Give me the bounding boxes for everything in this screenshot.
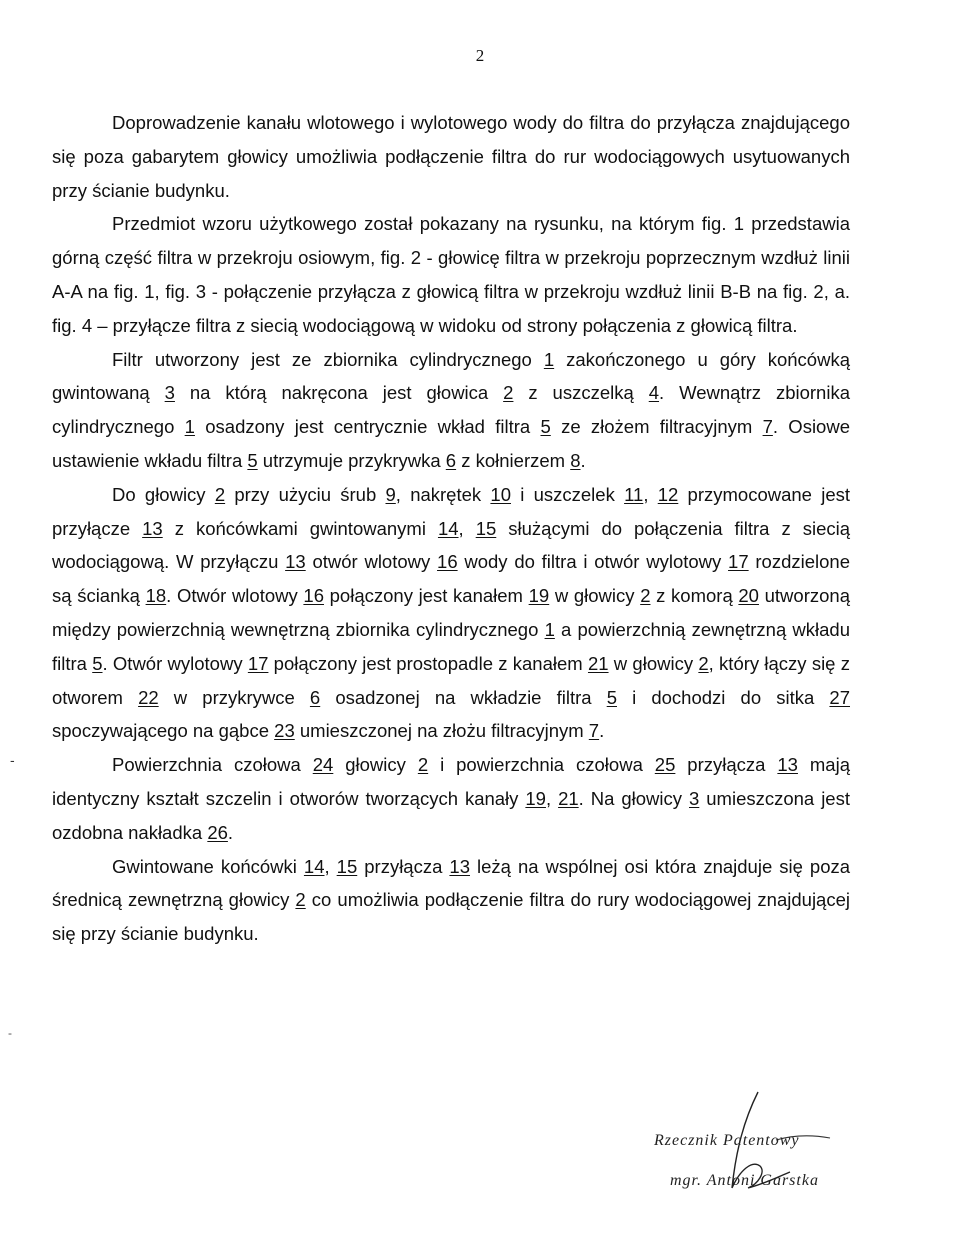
- text-segment: w głowicy: [549, 585, 641, 607]
- reference-number: 23: [274, 720, 295, 742]
- text-segment: przy użyciu śrub: [225, 483, 386, 505]
- signature-stamp: [640, 1080, 900, 1220]
- text-segment: utworzoną między powierzchnią wewnętrzną zbiornika cylindrycznego: [52, 585, 850, 640]
- text-segment: co umożliwia podłączenie filtra do rury wodociągowej znajdującej się przy ścianie budynku.: [52, 889, 850, 945]
- paragraph: [52, 106, 850, 207]
- reference-number: 2: [640, 585, 651, 607]
- reference-number: 13: [142, 517, 163, 539]
- text-segment: . Otwór wlotowy: [166, 585, 304, 607]
- reference-number: 13: [449, 855, 470, 877]
- text-segment: osadzonej na wkładzie filtra: [320, 686, 607, 708]
- text-segment: ,: [324, 855, 337, 877]
- reference-number: 15: [475, 517, 497, 539]
- text-segment: .: [580, 449, 586, 471]
- reference-number: 8: [570, 449, 581, 471]
- text-segment: Gwintowane końcówki: [112, 855, 304, 877]
- reference-number: 1: [184, 416, 195, 438]
- reference-number: 21: [587, 652, 609, 674]
- stamp-name: mgr. Antoni Garstka: [670, 1172, 819, 1189]
- reference-number: 27: [829, 686, 850, 708]
- text-segment: . Osiowe ustawienie wkładu filtra: [52, 416, 850, 471]
- reference-number: 24: [312, 754, 334, 776]
- text-segment: leżą na wspólnej osi która znajduje się poza średnicą zewnętrzną głowicy: [52, 855, 851, 911]
- reference-number: 26: [207, 821, 228, 843]
- text-segment: z uszczelką: [513, 382, 649, 404]
- text-segment: połączony jest kanałem: [323, 585, 529, 607]
- text-segment: ,: [458, 517, 476, 539]
- reference-number: 5: [606, 686, 617, 708]
- reference-number: 19: [525, 787, 546, 809]
- text-segment: ,: [545, 787, 559, 809]
- text-segment: i powierzchnia czołowa: [428, 754, 655, 776]
- text-segment: Filtr utworzony jest ze zbiornika cylindrycznego: [112, 348, 544, 370]
- text-segment: . Na głowicy: [578, 787, 689, 809]
- text-segment: umieszczonej na złożu filtracyjnym: [294, 720, 589, 742]
- text-segment: wody do filtra i otwór wylotowy: [457, 551, 729, 573]
- reference-number: 16: [303, 585, 324, 607]
- text-segment: połączony jest prostopadle z kanałem: [268, 652, 588, 674]
- text-segment: umieszczona jest ozdobna nakładka: [52, 787, 850, 843]
- text-segment: rozdzielone są ścianką: [52, 551, 850, 607]
- margin-mark: -: [10, 752, 15, 768]
- text-segment: w przykrywce: [158, 686, 310, 708]
- page-number: 2: [475, 46, 485, 65]
- reference-number: 2: [214, 483, 226, 505]
- text-segment: . Wewnątrz zbiornika cylindrycznego: [52, 382, 850, 438]
- text-segment: osadzony jest centrycznie wkład filtra: [194, 416, 541, 438]
- paragraph: [52, 850, 850, 951]
- reference-number: 13: [777, 754, 798, 776]
- reference-number: 4: [648, 382, 660, 404]
- reference-number: 2: [417, 754, 429, 776]
- text-segment: , nakrętek: [395, 483, 491, 505]
- text-segment: Do głowicy: [112, 483, 215, 505]
- reference-number: 6: [445, 449, 457, 471]
- handwritten-signature: [640, 1080, 900, 1220]
- reference-number: 12: [657, 483, 679, 505]
- reference-number: 11: [624, 483, 644, 505]
- reference-number: 14: [303, 855, 325, 877]
- text-segment: ,: [643, 483, 658, 505]
- text-segment: i uszczelek: [510, 483, 625, 505]
- reference-number: 5: [540, 416, 551, 438]
- text-segment: z kołnierzem: [456, 449, 571, 471]
- reference-number: 19: [528, 585, 550, 607]
- text-segment: głowicy: [333, 754, 418, 776]
- reference-number: 16: [437, 551, 458, 573]
- reference-number: 2: [295, 889, 306, 911]
- margin-mark: ‑: [8, 1026, 12, 1040]
- reference-number: 20: [738, 585, 759, 607]
- paragraph: [52, 478, 850, 748]
- reference-number: 2: [698, 652, 709, 674]
- text-segment: Doprowadzenie kanału wlotowego i wylotowego wody do filtra do przyłącza znajdującego się poza gabarytem głowicy umożliwia podłączenie filtra do rur wodociągowych usytuowanych przy ścianie budynku.: [52, 112, 850, 201]
- reference-number: 3: [689, 787, 700, 809]
- reference-number: 7: [762, 416, 773, 438]
- text-segment: otwór wlotowy: [305, 551, 438, 573]
- text-segment: , który łączy się z otworem: [52, 652, 850, 708]
- text-segment: przyłącza: [357, 855, 450, 877]
- text-segment: Powierzchnia czołowa: [112, 754, 313, 776]
- document-body: [52, 106, 850, 951]
- text-segment: przyłącza: [675, 754, 778, 776]
- paragraph: [52, 343, 850, 478]
- reference-number: 1: [543, 348, 555, 370]
- reference-number: 22: [138, 686, 159, 708]
- reference-number: 17: [247, 652, 269, 674]
- text-segment: spoczywającego na gąbce: [52, 720, 275, 742]
- stamp-title: Rzecznik Patentowy: [654, 1132, 800, 1149]
- text-segment: zakończonego u góry końcówką gwintowaną: [52, 348, 850, 404]
- reference-number: 21: [558, 787, 579, 809]
- text-segment: z końcówkami gwintowanymi: [162, 517, 438, 539]
- text-segment: w głowicy: [608, 652, 699, 674]
- reference-number: 10: [490, 483, 511, 505]
- text-segment: .: [599, 720, 605, 742]
- paragraph: [52, 748, 850, 849]
- text-segment: Przedmiot wzoru użytkowego został pokazany na rysunku, na którym fig. 1 przedstawia górną część filtra w przekroju osiowym, fig. 2 - głowicę filtra w przekroju poprzecznym wzdłuż linii A-A na fig. 1, fig. 3 - połączenie przyłącza z głowicą filtra w przekroju wzdłuż linii B-B na fig. 2, a. fig. 4 – przyłącze filtra z siecią wodociągową w widoku od strony połączenia z głowicą filtra.: [52, 213, 850, 336]
- reference-number: 18: [145, 585, 167, 607]
- text-segment: . Otwór wylotowy: [102, 652, 248, 674]
- reference-number: 6: [309, 686, 321, 708]
- reference-number: 17: [728, 551, 749, 573]
- reference-number: 2: [503, 382, 514, 404]
- reference-number: 7: [588, 720, 600, 742]
- text-segment: i dochodzi do sitka: [616, 686, 830, 708]
- text-segment: służącymi do połączenia filtra z siecią wodociągową. W przyłączu: [52, 517, 851, 573]
- text-segment: przymocowane jest przyłącze: [52, 483, 851, 539]
- reference-number: 3: [164, 382, 175, 404]
- text-segment: utrzymuje przykrywka: [257, 449, 446, 471]
- reference-number: 15: [336, 855, 358, 877]
- reference-number: 1: [544, 618, 555, 640]
- text-segment: ze złożem filtracyjnym: [550, 416, 763, 438]
- text-segment: z komorą: [650, 585, 739, 607]
- text-segment: .: [227, 821, 234, 843]
- reference-number: 5: [92, 652, 103, 674]
- reference-number: 25: [654, 754, 676, 776]
- paragraph: [52, 207, 850, 342]
- text-segment: na którą nakręcona jest głowica: [174, 382, 504, 404]
- reference-number: 13: [285, 551, 306, 573]
- reference-number: 5: [247, 449, 258, 471]
- reference-number: 9: [385, 483, 396, 505]
- text-segment: mają identyczny kształt szczelin i otworów tworzących kanały: [52, 754, 850, 809]
- reference-number: 14: [437, 517, 459, 539]
- text-segment: a powierzchnią zewnętrzną wkładu filtra: [52, 618, 851, 674]
